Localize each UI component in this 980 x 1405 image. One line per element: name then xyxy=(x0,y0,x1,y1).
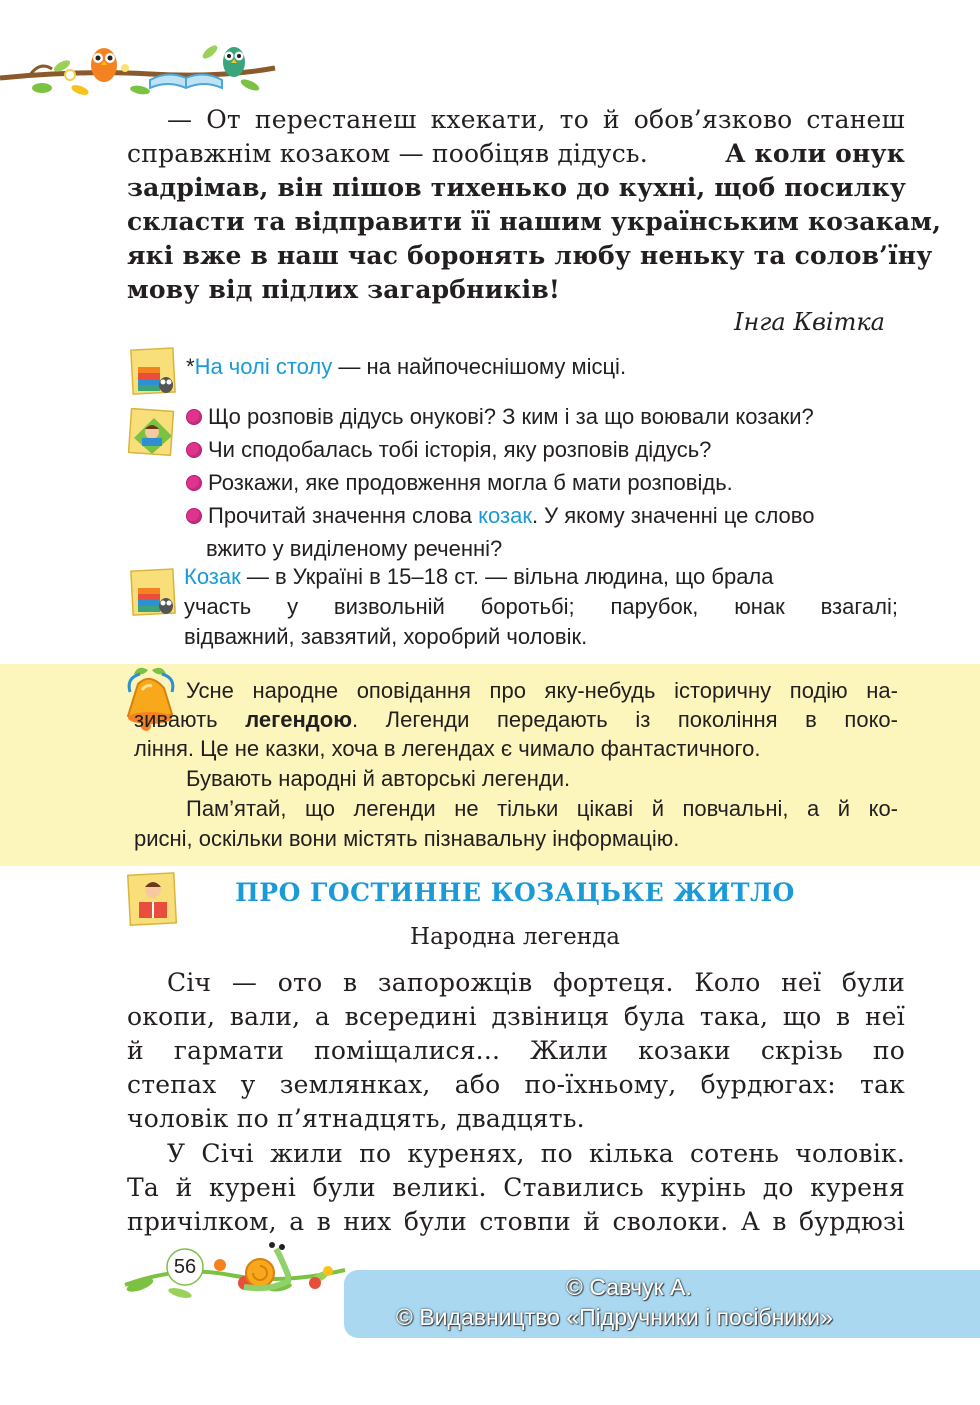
question-2 xyxy=(186,435,711,465)
pink-bullet-icon xyxy=(186,409,202,425)
rule-line-2 xyxy=(134,705,898,735)
page-number: 56 xyxy=(173,1256,197,1278)
pink-bullet-icon xyxy=(186,475,202,491)
rule-line-4: Бувають народні й авторські легенди. xyxy=(186,766,571,791)
pink-bullet-icon xyxy=(186,508,202,524)
story-author: Інга Квітка xyxy=(734,308,885,336)
definition-line-1 xyxy=(184,562,774,592)
legend-subtitle: Народна легенда xyxy=(410,924,620,950)
question-4-continued: вжито у виділеному реченні? xyxy=(206,536,503,561)
rule-text: . Легенди передають із покоління в поко- xyxy=(352,707,898,732)
question-text: Прочитай значення слова xyxy=(208,503,479,528)
footnote-asterisk: * xyxy=(186,354,195,379)
rule-line-5: Пам’ятай, що легенди не тільки цікаві й повчальні, а й ко- xyxy=(186,796,898,821)
questions-reading-child-icon xyxy=(128,408,176,458)
copyright-author: © Савчук А. xyxy=(566,1274,692,1300)
rule-term-legend: легендою xyxy=(245,707,352,732)
question-1 xyxy=(186,402,814,432)
story-line-bold: задрімав, він пішов тихенько до кухні, щоб посилку xyxy=(127,173,907,202)
rule-line-1: Усне народне оповідання про яку-небудь історичну подію на- xyxy=(186,678,898,703)
definition-line-2: участь у визвольній боротьбі; парубок, юнак взагалі; xyxy=(184,594,898,619)
question-text: . У якому значенні це слово xyxy=(531,503,815,528)
flowers-snail-illustration xyxy=(120,1235,350,1310)
question-4 xyxy=(186,501,814,531)
definition-text: — в Україні в 15–18 ст. — вільна людина, що брала xyxy=(240,564,774,589)
question-text: Що розповів дідусь онукові? З ким і за що воювали козаки? xyxy=(208,404,814,429)
footnote-term: На чолі столу xyxy=(194,354,333,379)
pink-bullet-icon xyxy=(186,442,202,458)
story-line xyxy=(127,137,905,171)
legend-title: ПРО ГОСТИННЕ КОЗАЦЬКЕ ЖИТЛО xyxy=(235,878,795,907)
story-line-bold: які вже в наш час боронять любу неньку та солов’їну xyxy=(127,241,933,270)
legend-line: степах у землянках, або по-їхньому, бурдюгах: так xyxy=(127,1070,905,1099)
question-3 xyxy=(186,468,733,498)
story-line: — От перестанеш кхекати, то й обов’язково станеш xyxy=(167,105,905,134)
story-line-bold: скласти та відправити її нашим українським козакам, xyxy=(127,207,942,236)
rule-line-6: рисні, оскільки вони містять пізнавальну інформацію. xyxy=(134,826,680,851)
story-line-bold: мову від підлих загарбників! xyxy=(127,275,561,304)
question-text: Розкажи, яке продовження могла б мати розповідь. xyxy=(208,470,733,495)
dictionary-books-owl-icon xyxy=(130,568,178,618)
rule-text: зивають xyxy=(134,707,246,732)
definition-line-3: відважний, завзятий, хоробрий чоловік. xyxy=(184,624,588,649)
legend-line: Та й курені були великі. Ставились курінь до куреня xyxy=(127,1173,905,1202)
footnote xyxy=(186,352,626,382)
dictionary-books-owl-icon xyxy=(130,347,178,397)
question-text: Чи сподобалась тобі історія, яку розповів дідусь? xyxy=(208,437,712,462)
legend-line: й гармати поміщалися... Жили козаки скрізь по xyxy=(127,1036,905,1065)
legend-line: У Січі жили по куренях, по кілька сотень чоловік. xyxy=(167,1139,905,1168)
rule-line-3: ління. Це не казки, хоча в легендах є чимало фантастичного. xyxy=(134,736,761,761)
copyright-publisher: © Видавництво «Підручники і посібники» xyxy=(396,1304,833,1330)
question-term: козак xyxy=(478,503,532,528)
footnote-definition: — на найпочеснішому місці. xyxy=(332,354,627,379)
legend-line: окопи, вали, а всередині дзвіниця була така, що в неї xyxy=(127,1002,905,1031)
legend-line: чоловік по п’ятнадцять, двадцять. xyxy=(127,1104,585,1133)
legend-line: Січ — ото в запорожців фортеця. Коло неї були xyxy=(167,968,905,997)
branch-owls-book-illustration xyxy=(0,30,280,110)
legend-line: причілком, а в них були стовпи й сволоки. А в бурдюзі xyxy=(127,1207,905,1236)
story-text: справжнім козаком — пообіцяв дідусь. xyxy=(127,139,648,168)
definition-term: Козак xyxy=(184,564,241,589)
story-text-bold: А коли онук xyxy=(725,139,905,168)
